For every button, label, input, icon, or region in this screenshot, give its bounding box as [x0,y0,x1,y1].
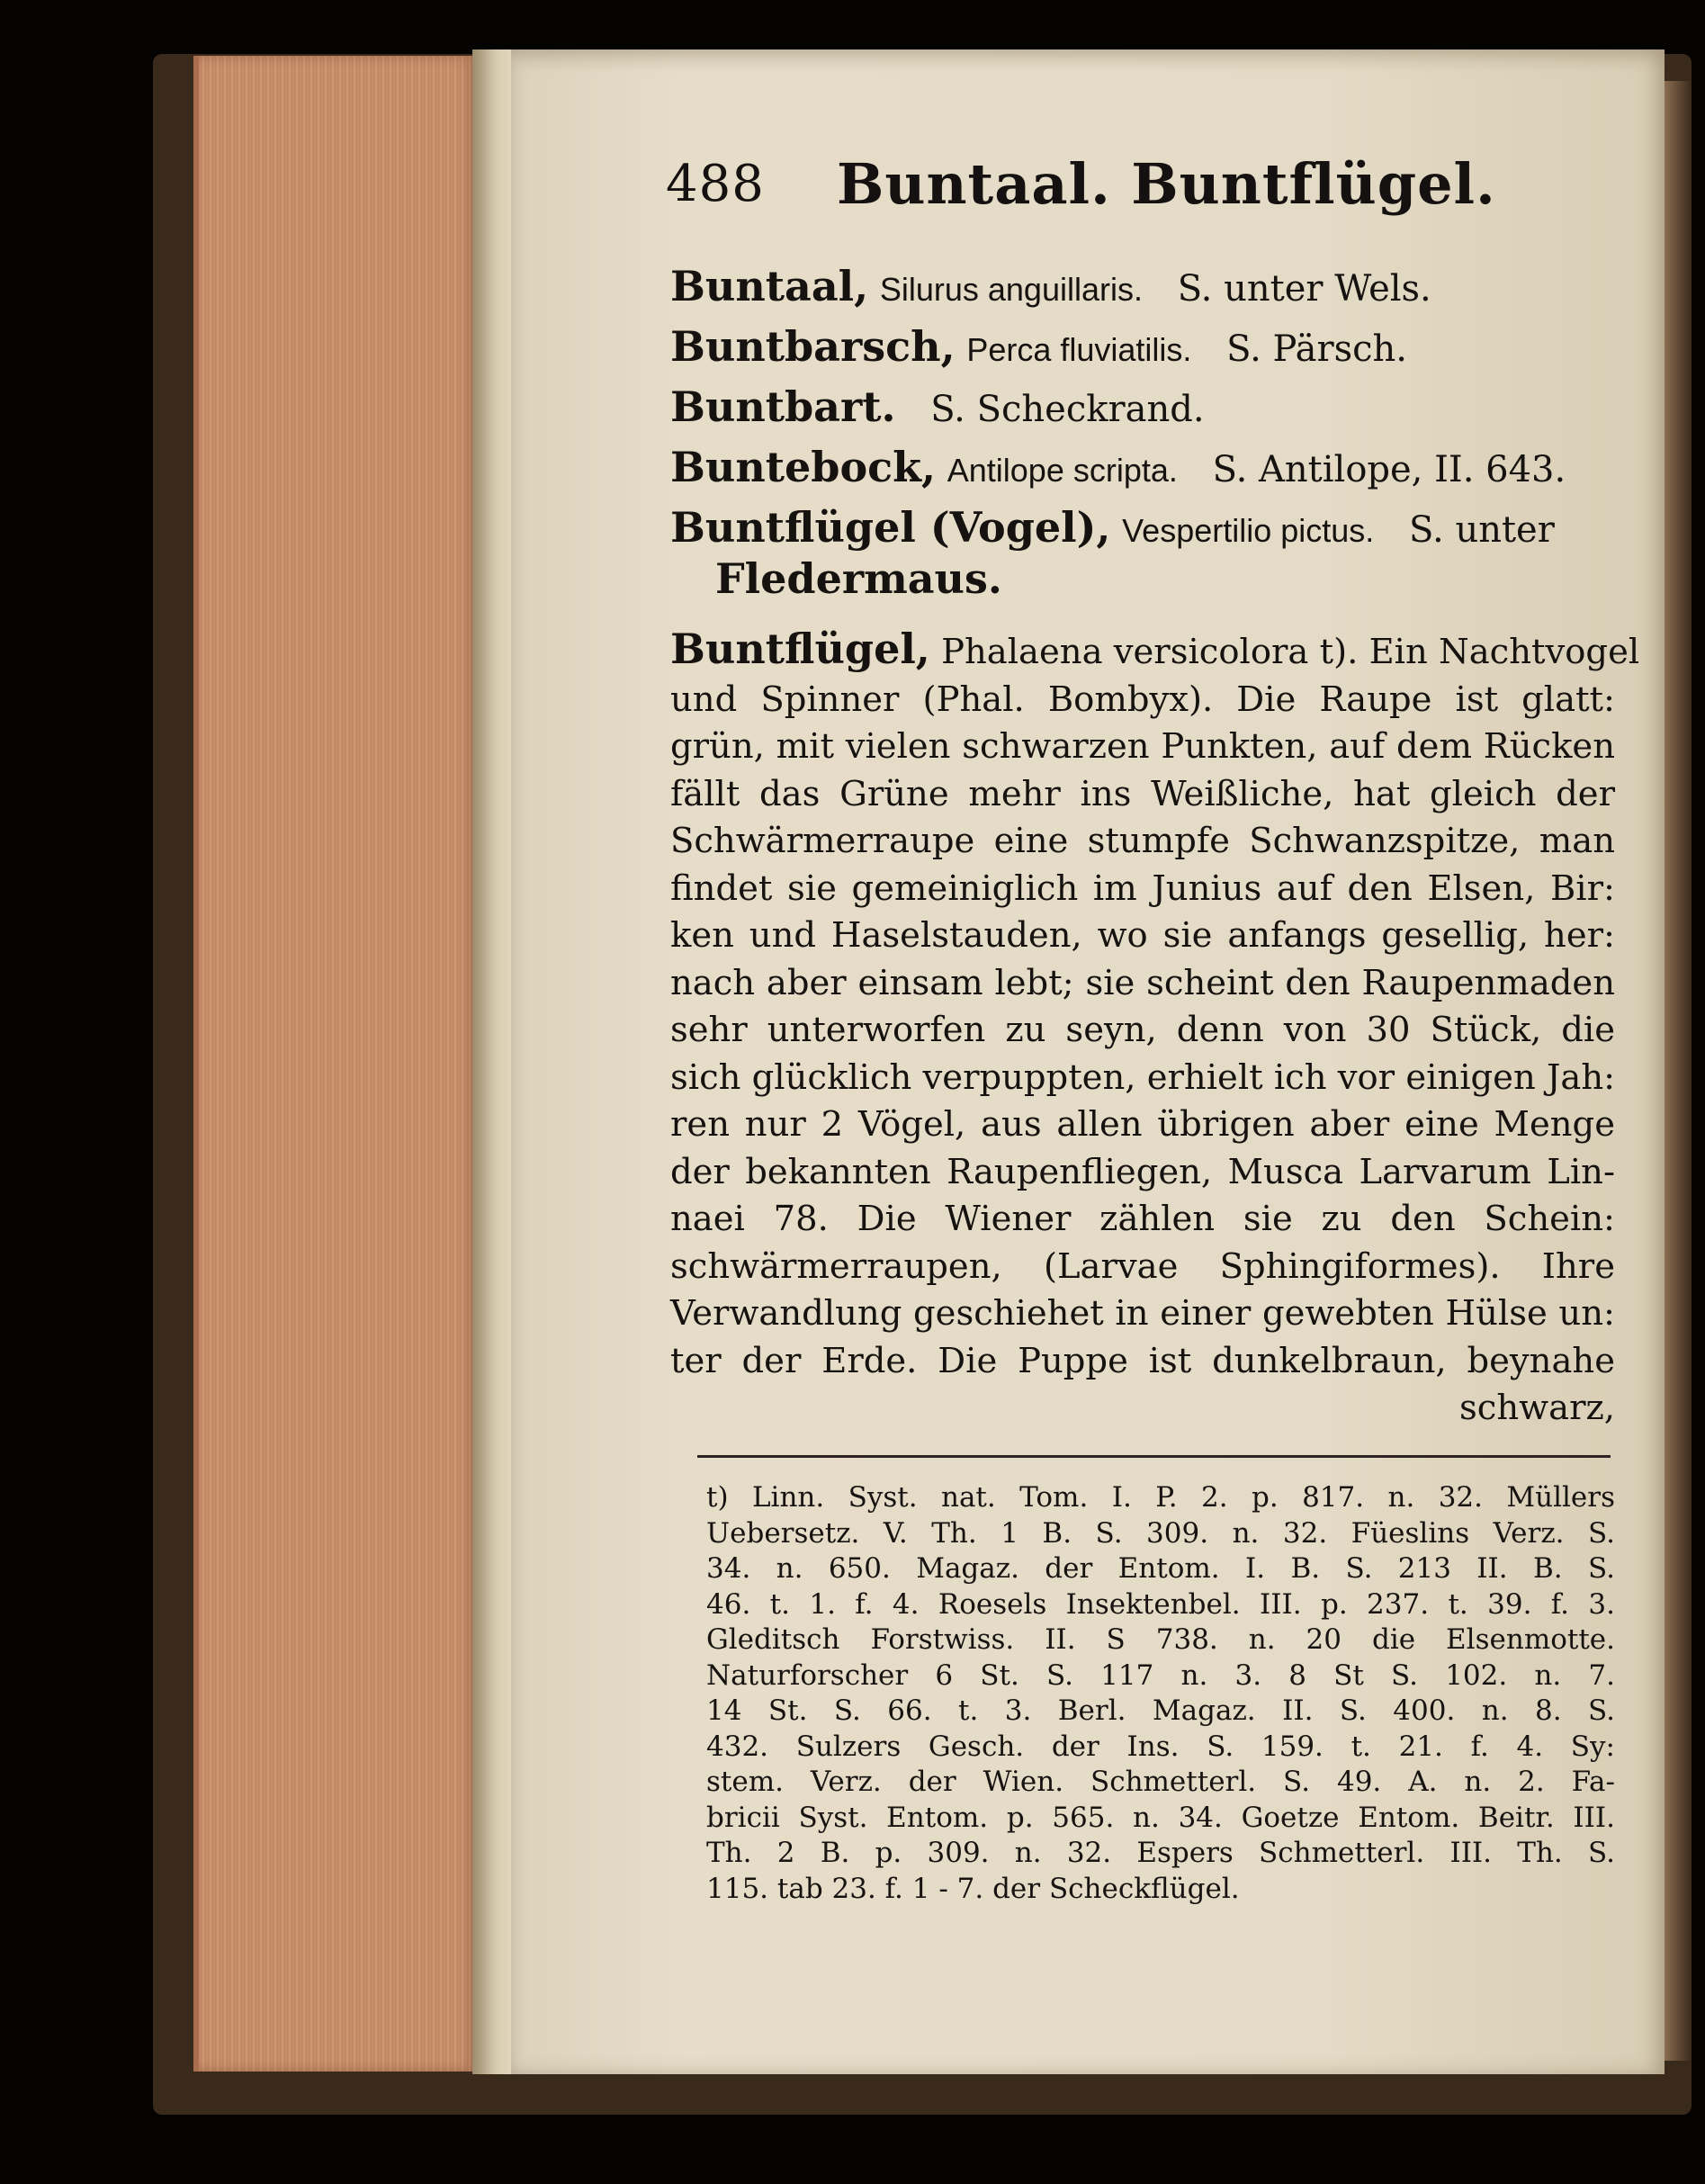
footnote-line: t) Linn. Syst. nat. Tom. I. P. 2. p. 817. n. 32. Müllers [706,1481,1615,1514]
dictionary-entry [670,505,1615,553]
page-header [666,151,1496,223]
main-entry-body [670,677,1615,1386]
main-entry [670,625,1640,1433]
text-line: sich glücklich verpuppten, erhielt ich vor einigen Jah: [670,1056,1616,1098]
footnote-divider [697,1455,1611,1458]
text-line: nach aber einsam lebt; sie scheint den Raupenmaden [670,962,1615,1003]
text-line: und Spinner (Phal. Bombyx). Die Raupe ist glatt: [670,679,1615,720]
page-gutter [472,49,513,2074]
entry-cross-reference: S. Pärsch. [1226,328,1408,370]
entry-latin-name: Silurus anguillaris. [879,271,1143,308]
footnote-line: bricii Syst. Entom. p. 565. n. 34. Goetze Entom. Beitr. III. [706,1801,1615,1834]
footnote-line: 34. n. 650. Magaz. der Entom. I. B. S. 213 II. B. S. [706,1552,1615,1585]
text-line: schwärmerraupen, (Larvae Sphingiformes). Ihre [670,1245,1615,1287]
footnote-line: 432. Sulzers Gesch. der Ins. S. 159. t. 21. f. 4. Sy: [706,1730,1615,1763]
entry-lemma: Buntflügel (Vogel), [670,503,1111,552]
text-line: findet sie gemeiniglich im Junius auf den Elsen, Bir: [670,867,1615,909]
text-line: sehr unterworfen zu seyn, denn von 30 Stück, die [670,1010,1615,1050]
entry-lemma: Buntaal, [670,262,869,310]
footnote-line: Naturforscher 6 St. S. 117 n. 3. 8 St S. 102. n. 7. [706,1658,1615,1692]
main-entry-first-line [670,625,1640,677]
text-line: ren nur 2 Vögel, aus allen übrigen aber eine Menge [670,1104,1615,1145]
page-number: 488 [666,155,765,213]
footnote-line: Uebersetz. V. Th. 1 B. S. 309. n. 32. Füeslins Verz. S. [706,1516,1615,1550]
main-entry-first-line-text: Phalaena versicolora t). Ein Nachtvogel [941,632,1640,672]
footnote-line: 46. t. 1. f. 4. Roesels Insektenbel. III. p. 237. t. 39. f. 3. [706,1587,1615,1621]
text-line: fällt das Grüne mehr ins Weißliche, hat gleich der [670,773,1615,814]
footnote-line: stem. Verz. der Wien. Schmetterl. S. 49. A. n. 2. Fa- [706,1766,1615,1798]
dictionary-entry-continuation [715,556,1660,604]
entry-latin-name: Perca fluviatilis. [966,331,1192,368]
entry-continuation-lemma: Fledermaus. [715,554,1002,603]
text-line: der bekannten Raupenfliegen, Musca Larvarum Lin- [670,1151,1615,1192]
text-line: ter der Erde. Die Puppe ist dunkelbraun, beynahe [670,1340,1615,1381]
entry-cross-reference: S. Antilope, II. 643. [1212,449,1566,490]
entry-latin-name: Antilope scripta. [947,452,1178,489]
footnote-line: 115. tab 23. f. 1 - 7. der Scheckflügel. [706,1872,1240,1905]
entry-cross-reference: S. unter [1409,509,1555,551]
dictionary-entry [670,264,1615,312]
catchword: schwarz, [1459,1388,1615,1428]
entry-lemma: Buntbart. [670,382,896,431]
entry-cross-reference: S. unter Wels. [1177,268,1431,310]
text-line: naei 78. Die Wiener zählen sie zu den Schein: [670,1199,1615,1239]
footnote-line: Gleditsch Forstwiss. II. S 738. n. 20 die Elsenmotte. [706,1623,1615,1656]
entry-lemma: Buntbarsch, [670,322,956,371]
text-line: ken und Haselstauden, wo sie anfangs gesellig, her: [670,915,1615,956]
entry-lemma: Buntebock, [670,443,937,491]
entry-cross-reference: S. Scheckrand. [930,389,1205,430]
text-line: grün, mit vielen schwarzen Punkten, auf dem Rücken [670,726,1615,767]
dictionary-entry [670,324,1615,373]
main-entry-lemma: Buntflügel, [670,625,930,673]
footnote-line: Th. 2 B. p. 309. n. 32. Espers Schmetterl. III. Th. S. [706,1837,1615,1869]
text-line: Verwandlung geschiehet in einer gewebten Hülse un: [670,1293,1615,1334]
page-edges [193,56,478,2072]
entry-latin-name: Vespertilio pictus. [1122,512,1375,549]
running-head: Buntaal. Buntflügel. [837,151,1496,217]
text-line: Schwärmerraupe eine stumpfe Schwanzspitze, man [670,821,1615,861]
dictionary-entry [670,445,1615,493]
footnote-line: 14 St. S. 66. t. 3. Berl. Magaz. II. S. 400. n. 8. S. [706,1694,1615,1727]
dictionary-entry [670,384,1615,433]
footnotes [706,1480,1615,1907]
right-page-edge [1665,81,1692,2061]
